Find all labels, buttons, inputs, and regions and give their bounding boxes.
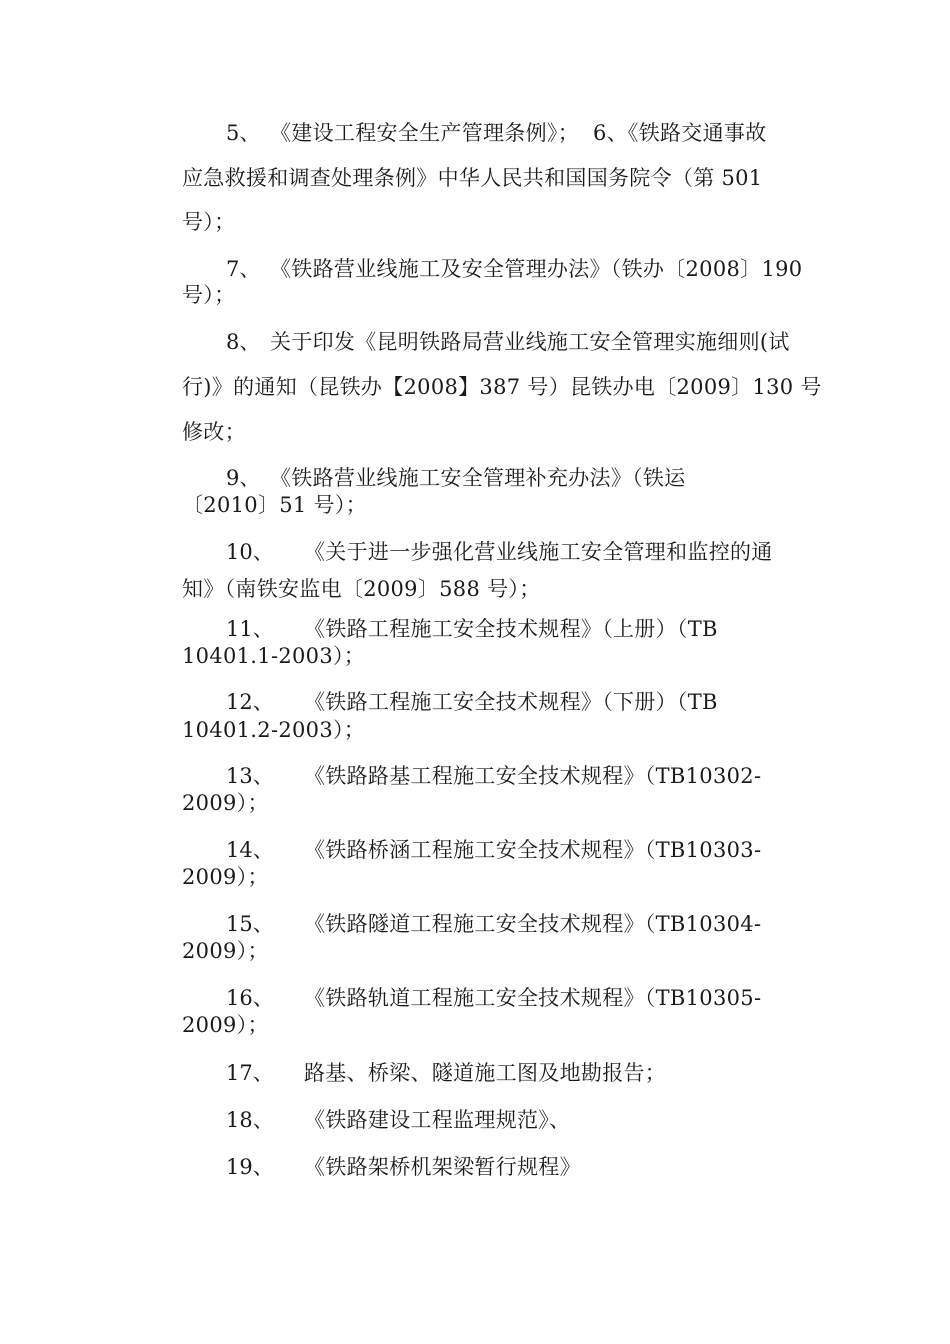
item-text-line: 《铁路营业线施工及安全管理办法》（铁办〔2008〕190 <box>270 257 803 281</box>
item-text-line: 〔2010〕51 号）； <box>182 493 367 517</box>
item-text-line: 2009）； <box>182 865 269 889</box>
item-number: 7、 <box>226 257 261 281</box>
item-text-line: 《铁路隧道工程施工安全技术规程》（TB10304- <box>304 912 762 936</box>
item-number: 16、 <box>226 986 274 1010</box>
item-text-line: 《铁路架桥机架梁暂行规程》 <box>304 1155 581 1179</box>
item-number: 9、 <box>226 466 261 490</box>
item-text-line: 行)》的通知（昆铁办【2008】387 号）昆铁办电〔2009〕130 号 <box>182 375 822 399</box>
item-text-line: 《铁路轨道工程施工安全技术规程》（TB10305- <box>304 986 762 1010</box>
item-text-line: 《铁路建设工程监理规范》、 <box>304 1108 571 1132</box>
item-text-line: 10401.1-2003）； <box>182 644 366 668</box>
item-number: 10、 <box>226 540 274 564</box>
item-text-line: 知》（南铁安监电〔2009〕588 号）； <box>182 577 541 601</box>
item-text-line: 号）； <box>182 283 236 307</box>
item-text-line: 2009）； <box>182 1013 269 1037</box>
item-number: 13、 <box>226 764 274 788</box>
item-text-line: 号）； <box>182 210 236 234</box>
item-text-line: 2009）； <box>182 939 269 963</box>
item-text-line: 《铁路营业线施工安全管理补充办法》（铁运 <box>270 466 686 490</box>
item-text-line: 《铁路工程施工安全技术规程》（下册）（TB <box>304 690 718 714</box>
item-number: 11、 <box>226 617 274 641</box>
item-text-line: 路基、桥梁、隧道施工图及地勘报告； <box>304 1061 667 1085</box>
item-number: 12、 <box>226 690 274 714</box>
item-text-line: 《建设工程安全生产管理条例》； 6、《铁路交通事故 <box>270 121 767 145</box>
item-text-line: 2009）； <box>182 791 269 815</box>
item-number: 14、 <box>226 838 274 862</box>
item-number: 18、 <box>226 1108 274 1132</box>
item-text-line: 《关于进一步强化营业线施工安全管理和监控的通 <box>304 540 773 564</box>
item-text-line: 《铁路路基工程施工安全技术规程》（TB10302- <box>304 764 762 788</box>
item-number: 15、 <box>226 912 274 936</box>
item-number: 19、 <box>226 1155 274 1179</box>
item-text-line: 关于印发《昆明铁路局营业线施工安全管理实施细则(试 <box>270 330 790 354</box>
item-number: 5、 <box>226 121 261 145</box>
item-text-line: 修改； <box>182 420 246 444</box>
item-text-line: 应急救援和调查处理条例》中华人民共和国国务院令（第 501 <box>182 166 763 190</box>
item-text-line: 《铁路桥涵工程施工安全技术规程》（TB10303- <box>304 838 762 862</box>
item-number: 8、 <box>226 330 261 354</box>
item-text-line: 10401.2-2003）； <box>182 718 366 742</box>
item-text-line: 《铁路工程施工安全技术规程》（上册）（TB <box>304 617 718 641</box>
item-number: 17、 <box>226 1061 274 1085</box>
